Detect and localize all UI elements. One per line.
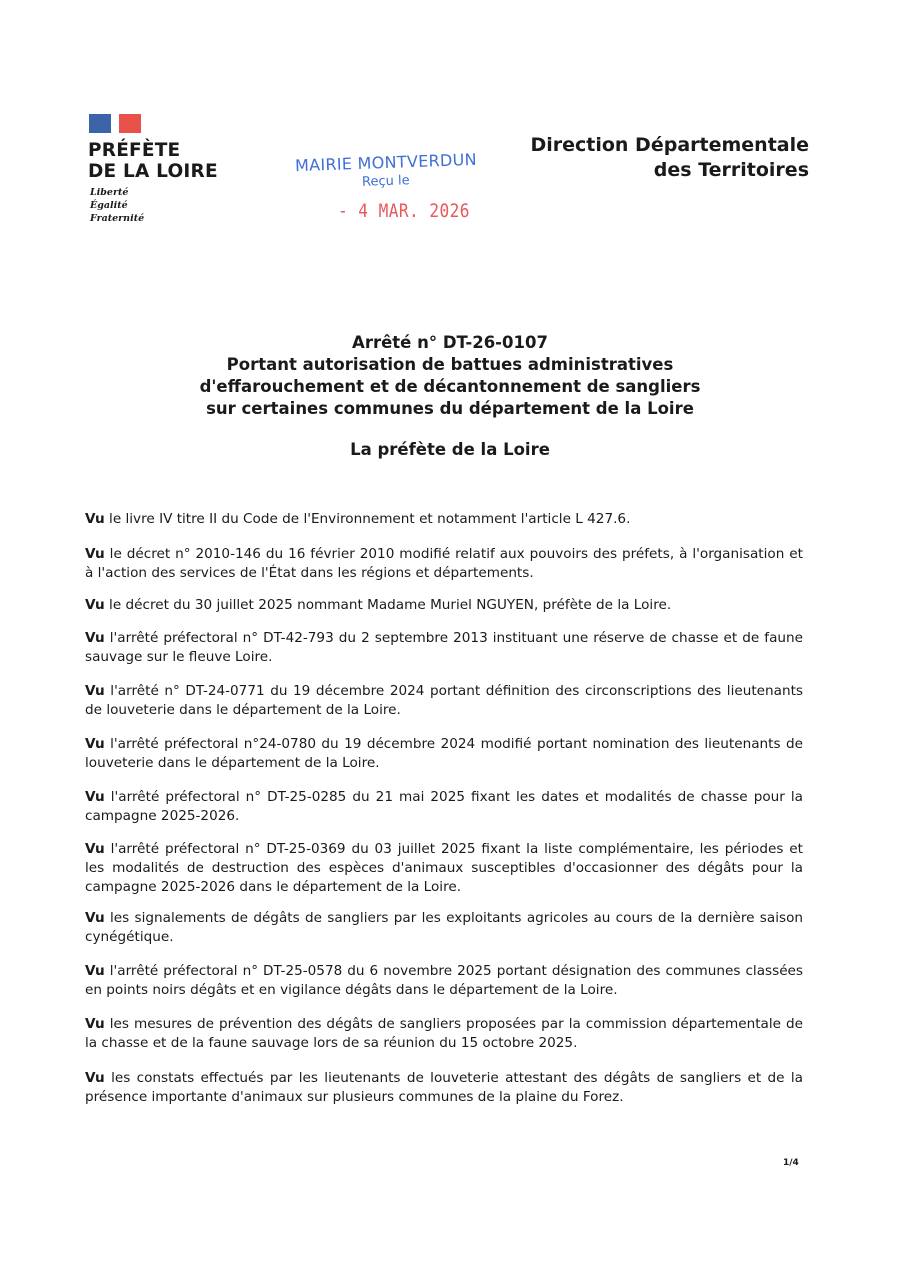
stamp-recu: Reçu le: [361, 173, 410, 190]
prefecture-name: [88, 140, 218, 182]
authority-heading: La préfète de la Loire: [350, 440, 550, 459]
considerant-lead: Vu: [85, 546, 105, 562]
considerant-lead: Vu: [85, 683, 105, 699]
considerant-paragraph: [85, 596, 803, 615]
considerant-paragraph: [85, 909, 803, 947]
considerant-lead: Vu: [85, 597, 105, 613]
page-number: 1/4: [783, 1158, 799, 1168]
considerant-paragraph: [85, 1015, 803, 1053]
direction-line: Direction Départementale: [530, 134, 809, 156]
considerant-lead: Vu: [85, 963, 105, 979]
motto-line: Égalité: [90, 200, 128, 211]
considerant-text: l'arrêté préfectoral n° DT-25-0369 du 03 juillet 2025 fixant la liste complémentaire, les périodes et les modalités de destruction des espèces d'animaux susceptibles d'occasionner des dégâts pour la campagne 2025-2026 dans le département de la Loire.: [85, 841, 803, 895]
considerant-lead: Vu: [85, 1016, 105, 1032]
considerant-lead: Vu: [85, 736, 105, 752]
considerant-paragraph: [85, 545, 803, 583]
considerant-lead: Vu: [85, 1070, 105, 1086]
considerant-paragraph: [85, 840, 803, 897]
considerant-lead: Vu: [85, 910, 105, 926]
considerant-paragraph: [85, 1069, 803, 1107]
title-line: d'effarouchement et de décantonnement de sangliers: [199, 377, 701, 396]
title-line: Arrêté n° DT-26-0107: [352, 333, 548, 352]
considerant-paragraph: [85, 962, 803, 1000]
considerant-text: l'arrêté préfectoral n° DT-25-0578 du 6 novembre 2025 portant désignation des communes classées en points noirs dégâts et en vigilance dégâts dans le département de la Loire.: [85, 963, 803, 998]
considerant-paragraph: [85, 510, 803, 529]
stamp-mairie: MAIRIE MONTVERDUN: [294, 149, 478, 176]
republic-motto: [90, 186, 144, 225]
considerant-lead: Vu: [85, 511, 105, 527]
prefecture-line: PRÉFÈTE: [88, 140, 181, 161]
decree-title: [0, 332, 900, 420]
considerant-text: l'arrêté préfectoral n° DT-42-793 du 2 septembre 2013 instituant une réserve de chasse et de faune sauvage sur le fleuve Loire.: [85, 630, 803, 665]
considerant-text: le décret n° 2010-146 du 16 février 2010 modifié relatif aux pouvoirs des préfets, à l'organisation et à l'action des services de l'État dans les régions et départements.: [85, 546, 803, 581]
prefecture-line: DE LA LOIRE: [88, 161, 218, 182]
marianne-logo: [89, 114, 141, 133]
considerant-text: les mesures de prévention des dégâts de sangliers proposées par la commission départementale de la chasse et de la faune sauvage lors de sa réunion du 15 octobre 2025.: [85, 1016, 803, 1051]
considerant-text: les constats effectués par les lieutenants de louveterie attestant des dégâts de sangliers et de la présence importante d'animaux sur plusieurs communes de la plaine du Forez.: [85, 1070, 803, 1105]
considerant-lead: Vu: [85, 841, 105, 857]
considerant-text: le décret du 30 juillet 2025 nommant Madame Muriel NGUYEN, préfète de la Loire.: [104, 597, 672, 613]
considerant-text: l'arrêté préfectoral n° DT-25-0285 du 21 mai 2025 fixant les dates et modalités de chasse pour la campagne 2025-2026.: [85, 789, 803, 824]
considerant-lead: Vu: [85, 630, 105, 646]
considerant-lead: Vu: [85, 789, 105, 805]
motto-line: Liberté: [90, 187, 129, 198]
stamp-date: - 4 MAR. 2026: [338, 200, 470, 222]
direction-name: [530, 133, 809, 183]
considerant-paragraph: [85, 735, 803, 773]
considerant-text: l'arrêté préfectoral n°24-0780 du 19 décembre 2024 modifié portant nomination des lieutenants de louveterie dans le département de la Loire.: [85, 736, 803, 771]
considerant-paragraph: [85, 629, 803, 667]
considerant-paragraph: [85, 682, 803, 720]
title-line: Portant autorisation de battues administratives: [226, 355, 674, 374]
considerant-text: les signalements de dégâts de sangliers par les exploitants agricoles au cours de la dernière saison cynégétique.: [85, 910, 803, 945]
direction-line: des Territoires: [653, 159, 809, 181]
considerant-text: l'arrêté n° DT-24-0771 du 19 décembre 2024 portant définition des circonscriptions des lieutenants de louveterie dans le département de la Loire.: [85, 683, 803, 718]
motto-line: Fraternité: [90, 213, 145, 224]
considerant-text: le livre IV titre II du Code de l'Environnement et notamment l'article L 427.6.: [104, 511, 631, 527]
considerant-paragraph: [85, 788, 803, 826]
title-line: sur certaines communes du département de la Loire: [206, 399, 694, 418]
